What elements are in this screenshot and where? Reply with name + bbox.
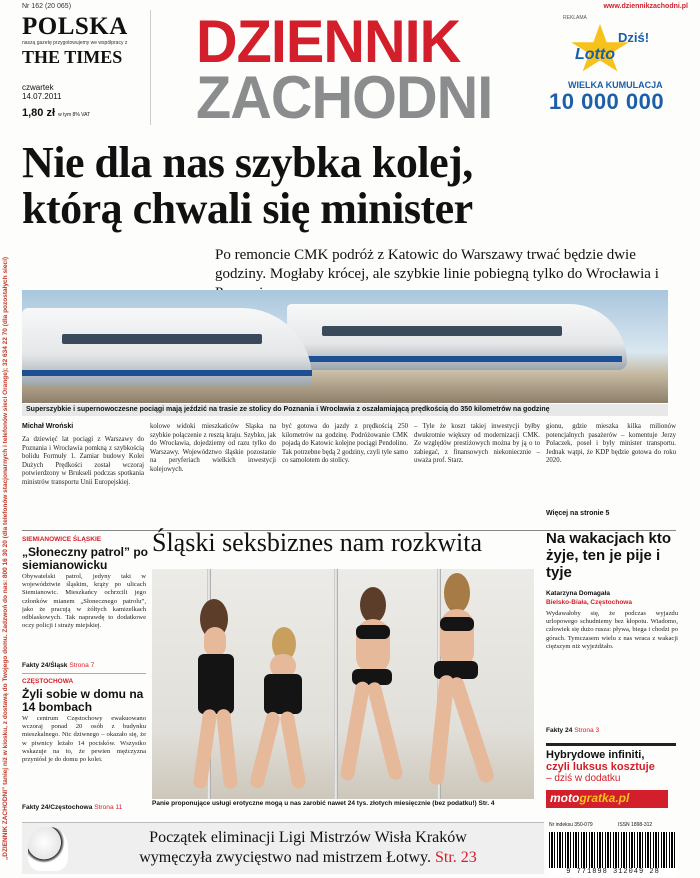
price bbox=[22, 107, 90, 119]
lead-column-1: Za dziewięć lat pociągi z Warszawy do Poznania i Wrocławia pomkną z szybkością bolidu Formuły 1. Zamiar budowy Kolei Dużych Prędkości został wczoraj potwierdzony w Brukseli podczas spotkania ministrów transportu Unii Europejskiej. bbox=[22, 436, 144, 486]
caption-page: Str. 4 bbox=[478, 800, 495, 807]
pole bbox=[334, 569, 338, 799]
weekday: czwartek bbox=[22, 83, 54, 92]
dancer-leg bbox=[249, 710, 281, 789]
story-text-bombs: W centrum Częstochowy ewakuowano wczoraj ponad 20 osób z budynku mieszkalnego. Nic dziwnego – okazało się, że w piwnicy leżało 14 pocisków. Wszystko wskazuje na to, że pewien mężczyzna przyniósł je do domu po kolei. bbox=[22, 715, 146, 764]
motogratka-logo[interactable] bbox=[546, 790, 668, 808]
lead-column-2: kolowe widoki mieszkańców Śląska na szybkie połączenie z resztą kraju. Szybko, jak do Wrocławia, dojedziemy od razu tylko do Warszawy. Województwo śląskie pozostanie na peryferiach wielkich inwestycji kolejowych. bbox=[150, 423, 276, 473]
sport-teaser bbox=[78, 828, 538, 868]
story-tag-czestochowa: CZĘSTOCHOWA bbox=[22, 678, 74, 685]
issn-number: ISSN 1898-312 bbox=[618, 822, 653, 828]
story-headline-bombs[interactable]: Żyli sobie w domu na 14 bombach bbox=[22, 687, 144, 714]
barcode bbox=[549, 832, 677, 870]
dancer-skin bbox=[204, 627, 226, 657]
more-link[interactable]: Więcej na stronie 5 bbox=[546, 510, 610, 517]
train-front-windows bbox=[62, 334, 262, 344]
right-ref bbox=[546, 727, 599, 734]
story-tag-siemianowice: SIEMIANOWICE ŚLĄSKIE bbox=[22, 536, 102, 543]
dancer-leg bbox=[339, 681, 370, 782]
polska-logo: POLSKA bbox=[22, 13, 128, 40]
right-byline: Katarzyna Domagała bbox=[546, 590, 610, 597]
title-dziennik: DZIENNIK bbox=[196, 8, 461, 75]
index-number: Nr indeksu 350-079 bbox=[549, 822, 593, 828]
story-ref-patrol bbox=[22, 662, 94, 669]
page-ref: Strona 11 bbox=[94, 804, 123, 811]
dancer-leg bbox=[279, 710, 306, 789]
sport-line-1b: Wisła Kraków bbox=[374, 829, 467, 846]
center-headline[interactable]: Śląski seksbiznes nam rozkwita bbox=[152, 528, 482, 557]
fakty-label: Fakty 24 bbox=[546, 727, 573, 734]
dancer-leg bbox=[193, 708, 218, 789]
fakty-label: Fakty 24/Częstochowa bbox=[22, 804, 93, 811]
ad-amount: 10 000 000 bbox=[549, 89, 665, 114]
ad-dzis: Dziś! bbox=[618, 30, 650, 45]
ad-label: REKLAMA bbox=[563, 15, 587, 21]
gratka-text: gratka.pl bbox=[579, 791, 630, 805]
dancer-leg bbox=[366, 681, 404, 781]
lead-column-5: gionu, gdzie mieszka kilka milionów potencjalnych pasażerów – komentuje Jerzy Polaczek, poseł i były minister transportu. Jednak wątpi, że KDP będzie gotowa do roku 2020. bbox=[546, 423, 676, 465]
page-ref: Strona 7 bbox=[69, 662, 95, 669]
lead-byline: Michał Wroński bbox=[22, 423, 74, 430]
train-rear-stripe bbox=[287, 356, 622, 362]
issue-number: Nr 162 (20 065) bbox=[22, 3, 72, 10]
promo-line-1: Hybrydowe infiniti, bbox=[546, 749, 645, 761]
issue-date: 14.07.2011 bbox=[22, 92, 62, 101]
page-ref: Strona 3 bbox=[574, 727, 600, 734]
dancer-leg bbox=[447, 675, 495, 784]
dancer-outfit bbox=[198, 654, 234, 714]
lead-deck: Po remoncie CMK podróż z Katowic do Warszawy trwać będzie dwie godziny. Mogłaby krócej, ale szybkie linie pobiegną tylko do Wrocławia i bbox=[215, 247, 659, 282]
dancers-photo bbox=[152, 569, 534, 799]
dancer-outfit bbox=[264, 674, 302, 714]
story-headline-patrol[interactable]: „Słoneczny patrol” po siemianowicku bbox=[22, 545, 149, 572]
right-location: Bielsko-Biała, Częstochowa bbox=[546, 599, 632, 606]
promo-line-3: – dziś w dodatku bbox=[546, 773, 621, 784]
sport-line-2a: wymęczyła zwycięstwo nad mistrzem Łotwy. bbox=[139, 849, 431, 866]
sport-line-1a: Początek eliminacji Ligi Mistrzów bbox=[149, 829, 371, 846]
story-ref-bombs bbox=[22, 804, 122, 811]
website-link[interactable]: www.dziennikzachodni.pl bbox=[603, 3, 688, 10]
right-text: Wydawałoby się, że podczas wyjazdu urlopowego schudniemy bez kłopotu. Wiadomo, człowiek się dużo rusza: pływa, biega i chodzi po górach. Tymczasem wielu z nas wraca z wakacji cięższym niż wyjeżdżało. bbox=[546, 610, 678, 650]
price-vat: w tym 8% VAT bbox=[58, 112, 91, 118]
times-logo: THE TIMES bbox=[22, 47, 123, 67]
dancer-hair bbox=[444, 573, 470, 613]
sport-line-1 bbox=[78, 828, 538, 848]
football-icon bbox=[28, 827, 68, 871]
moto-text: moto bbox=[550, 791, 580, 805]
dancer-leg bbox=[216, 708, 238, 789]
train-caption: Superszybkie i supernowoczesne pociągi mają jeździć na trasie ze stolicy do Poznania i Wrocławia z oszałamiającą prędkością do 350 kilometrów na godzinę bbox=[22, 404, 668, 416]
barcode-number: 9 771898 312049 28 bbox=[549, 868, 677, 877]
lead-headline bbox=[22, 140, 682, 232]
sport-line-2 bbox=[78, 848, 538, 868]
right-headline[interactable]: Na wakacjach kto żyje, ten je pije i tyje bbox=[546, 530, 672, 581]
price-value: 1,80 zł bbox=[22, 107, 56, 119]
subscription-strip bbox=[0, 0, 16, 878]
train-rear-windows bbox=[322, 326, 562, 336]
sport-page-ref: Str. 23 bbox=[434, 849, 477, 866]
lead-column-3: być gotowa do jazdy z prędkością 250 kilometrów na godzinę. Podróżowanie CMK pojadą do Katowic kolejne pociągi Pendolino. Tak potrzebne będą 2 godziny, czyli tyle samo co samolotem do stolicy. bbox=[282, 423, 408, 465]
dancer-hair bbox=[360, 587, 386, 623]
story-text-patrol: Obywatelski patrol, jedyny taki w województwie śląskim, krąży po ulicach Siemianowic. Mieszkańcy ochrzcili jego członków mianem „Słonecznego patrolu”, jako że pracują w żółtych kamizelkach odblaskowych. Tak naprawdę to dodatkowe oczy policji i straży miejskiej. bbox=[22, 573, 146, 630]
headline-line-1: Nie dla nas szybka kolej, bbox=[22, 138, 473, 187]
dancer-outfit bbox=[356, 625, 390, 639]
story-divider bbox=[22, 673, 146, 674]
partner-note: naszą gazetę przygotowujemy we współpracy z bbox=[22, 40, 128, 46]
fakty-label: Fakty 24/Śląsk bbox=[22, 662, 68, 669]
promo-line-2: czyli luksus kosztuje bbox=[546, 761, 655, 773]
title-zachodni: ZACHODNI bbox=[196, 64, 493, 131]
dancer-outfit bbox=[440, 617, 474, 631]
dancers-caption bbox=[152, 800, 534, 807]
masthead-divider bbox=[150, 10, 151, 125]
ad-kumulacja: WIELKA KUMULACJA bbox=[568, 80, 663, 90]
caption-text: Panie proponujące usługi erotyczne mogą u nas zarobić nawet 24 tys. złotych miesięcznie (bez podatku!) bbox=[152, 800, 477, 807]
lead-column-4: – Tyle że koszt takiej inwestycji byłby dwukrotnie większy od modernizacji CMK. Ze względów prestiżowych można by ją o to zabiegać, z finansowych niekoniecznie – uważa prof. Starz. bbox=[414, 423, 540, 465]
promo-box[interactable] bbox=[546, 743, 676, 785]
subscription-text: „DZIENNIK ZACHODNI” taniej niż w kiosku, z dostawą do Twojego domu. Zadzwoń do nas: 800 16 30 20 (dla telefonów stacjonarnych i telefonów sieci Orange); 32 634 22 70 (dla pozostałych sieci) bbox=[2, 256, 9, 860]
train-front-stripe bbox=[22, 370, 312, 376]
headline-line-2: którą chwali się minister bbox=[22, 184, 473, 233]
train-photo bbox=[22, 290, 668, 403]
lotto-logo: Lotto bbox=[575, 46, 615, 63]
